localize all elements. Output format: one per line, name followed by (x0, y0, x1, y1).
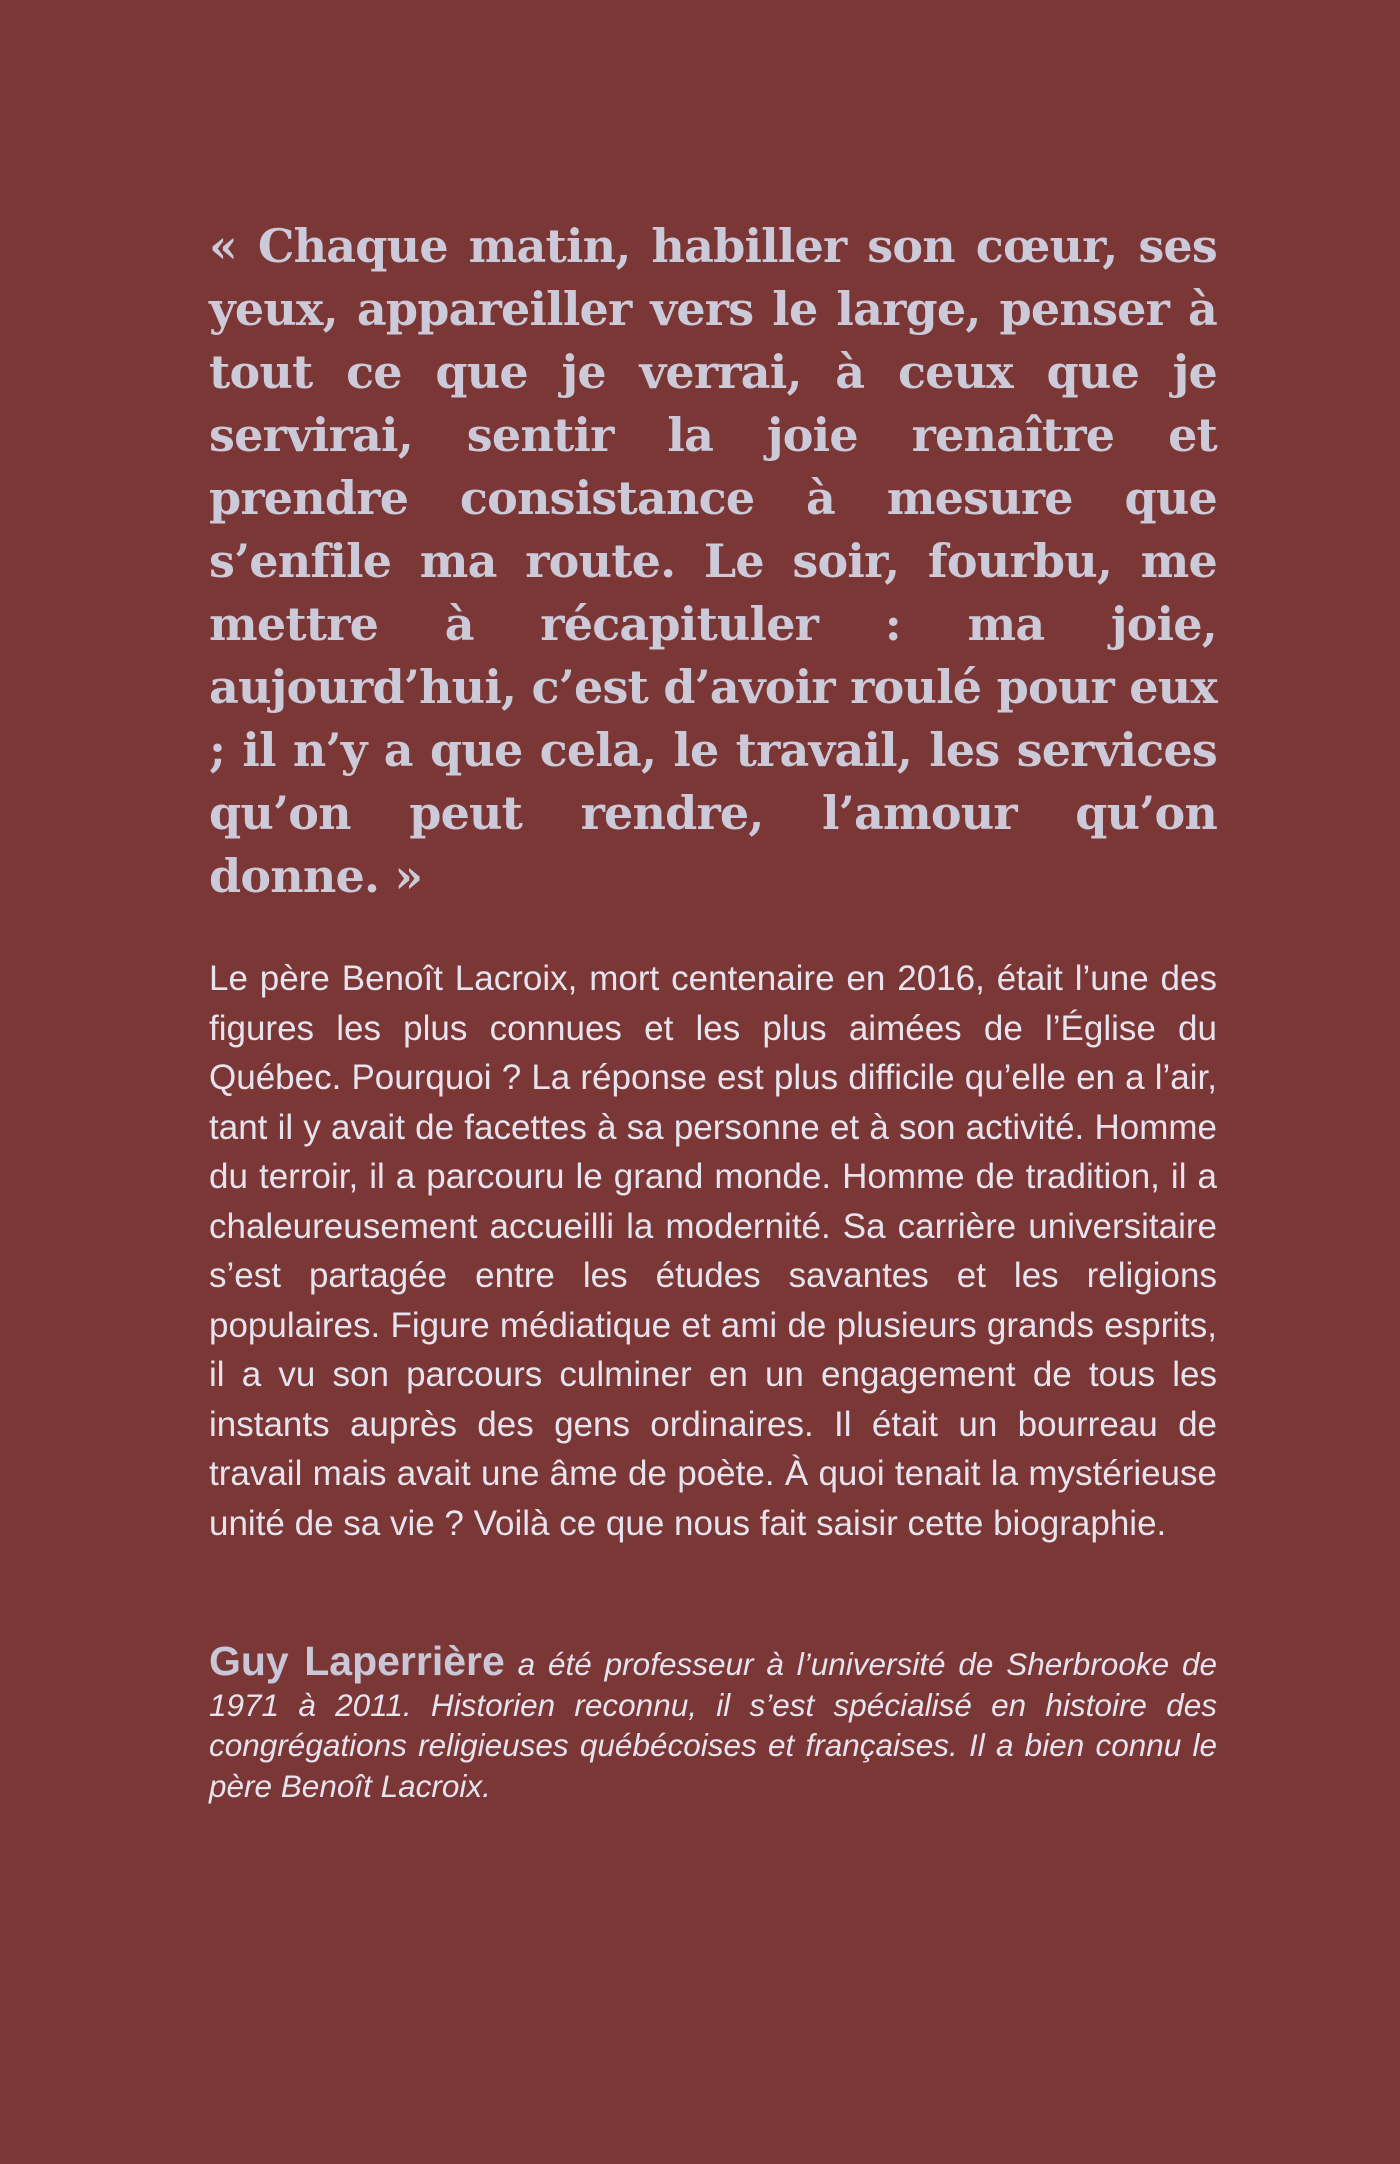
epigraph-quote: « Chaque matin, habiller son cœur, ses yeux, appareiller vers le large, penser à tout ce que je verrai, à ceux que je servirai, sentir la joie renaître et prendre consistance à mesure que s’enfile ma route. Le soir, fourbu, me mettre à récapituler : ma joie, aujourd’hui, c’est d’avoir roulé pour eux ; il n’y a que cela, le travail, les services qu’on peut rendre, l’amour qu’on donne. » (209, 219, 1217, 903)
author-blurb (209, 1638, 1218, 1806)
author-name: Guy Laperrière (209, 1638, 505, 1684)
author-bio: a été professeur à l’université de Sherbrooke de 1971 à 2011. Historien reconnu, il s’est spécialisé en histoire des congrégations religieuses québécoises et françaises. Il a bien connu le père Benoît Lacroix. (209, 1646, 1218, 1804)
book-description: Le père Benoît Lacroix, mort centenaire en 2016, était l’une des figures les plus connues et les plus aimées de l’Église du Québec. Pourquoi ? La réponse est plus difficile qu’elle en a l’air, tant il y avait de facettes à sa personne et à son activité. Homme du terroir, il a parcouru le grand monde. Homme de tradition, il a chaleureusement accueilli la modernité. Sa carrière universitaire s’est partagée entre les études savantes et les religions populaires. Figure médiatique et ami de plusieurs grands esprits, il a vu son parcours culminer en un engagement de tous les instants auprès des gens ordinaires. Il était un bourreau de travail mais avait une âme de poète. À quoi tenait la mystérieuse unité de sa vie ? Voilà ce que nous fait saisir cette biographie. (209, 959, 1217, 1543)
back-cover-content (209, 215, 1217, 1806)
